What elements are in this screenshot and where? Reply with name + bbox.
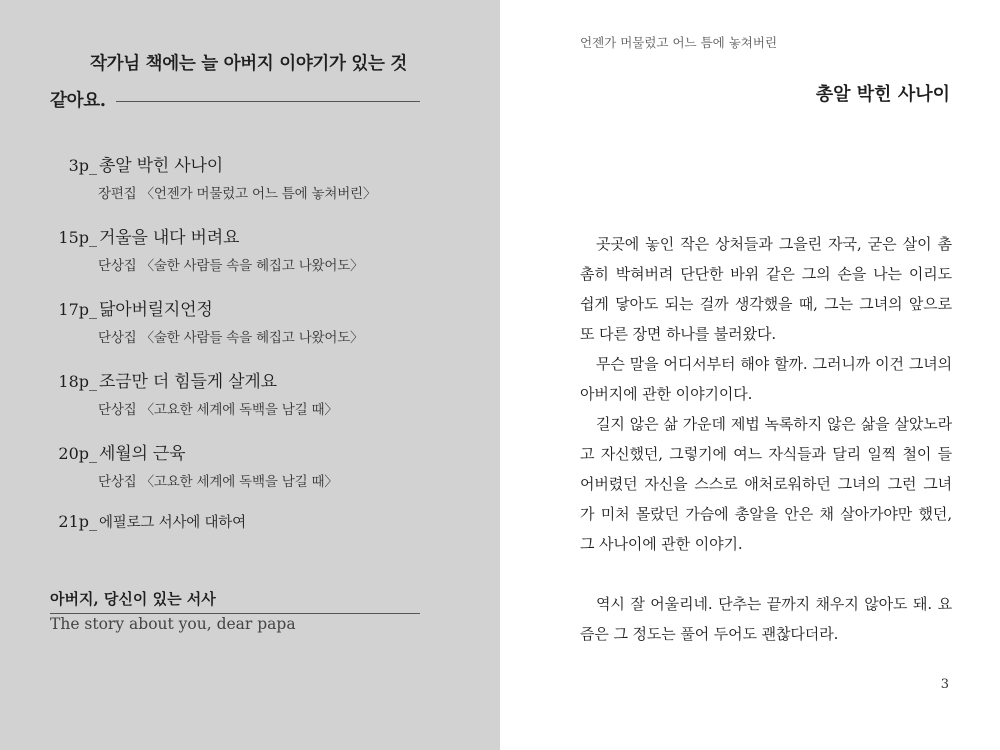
intro-rule xyxy=(116,101,420,102)
right-page xyxy=(500,0,1000,750)
toc-entry-head xyxy=(50,295,450,320)
toc-entry-head xyxy=(50,367,450,392)
toc-entry[interactable] xyxy=(50,511,450,532)
intro-line-2-wrapper xyxy=(50,83,420,120)
page-number: 3 xyxy=(940,677,949,692)
book-title: 아버지, 당신이 있는 서사 xyxy=(50,588,420,614)
toc-entry-head xyxy=(50,511,450,532)
chapter-title: 총알 박힌 사나이 xyxy=(815,84,950,105)
intro-line-1: 작가님 책에는 늘 아버지 이야기가 있는 것 xyxy=(90,54,408,74)
toc-title: 총알 박힌 사나이 xyxy=(99,156,223,176)
toc-entry[interactable] xyxy=(50,439,450,490)
toc-page-number: 21p_ xyxy=(58,512,97,531)
toc-page-number: 17p_ xyxy=(58,300,97,319)
toc-subtitle: 단상집 〈술한 사람들 속을 헤집고 나왔어도〉 xyxy=(98,258,364,274)
paragraph: 곳곳에 놓인 작은 상처들과 그을린 자국, 굳은 살이 촘촘히 박혀버려 단단한 바위 같은 그의 손을 나는 이리도 쉽게 닿아도 되는 걸까 생각했을 때, 그는 그녀의 앞으로 또 다른 장면 하나를 불러왔다. xyxy=(580,235,952,343)
book-subtitle-english: The story about you, dear papa xyxy=(50,615,296,633)
toc-entry[interactable] xyxy=(50,223,450,274)
intro-title xyxy=(50,46,420,120)
toc-page-number: 3p_ xyxy=(68,156,97,175)
toc-subtitle: 장편집 〈언젠가 머물렀고 어느 틈에 놓쳐버린〉 xyxy=(98,186,377,202)
toc-subtitle: 단상집 〈고요한 세계에 독백을 남길 때〉 xyxy=(98,474,338,490)
toc-page-number: 15p_ xyxy=(58,228,97,247)
toc-entry[interactable] xyxy=(50,295,450,346)
running-head: 언젠가 머물렀고 어느 틈에 놓쳐버린 xyxy=(580,35,778,50)
toc-entry-head xyxy=(50,151,450,176)
toc-page-number: 18p_ xyxy=(58,372,97,391)
toc-title: 에필로그 서사에 대하여 xyxy=(99,515,246,531)
toc-entry-head xyxy=(50,223,450,248)
paragraph: 무슨 말을 어디서부터 해야 할까. 그러니까 이건 그녀의 아버지에 관한 이야기이다. xyxy=(580,355,952,403)
toc-title: 거울을 내다 버려요 xyxy=(99,228,240,248)
toc-title: 닮아버릴지언정 xyxy=(99,300,213,320)
body-text xyxy=(580,229,952,649)
toc-title: 세월의 근육 xyxy=(99,444,186,464)
intro-line-2: 같아요. xyxy=(50,91,106,111)
toc-page-number: 20p_ xyxy=(58,444,97,463)
toc-subtitle: 단상집 〈고요한 세계에 독백을 남길 때〉 xyxy=(98,402,338,418)
toc-subtitle: 단상집 〈술한 사람들 속을 헤집고 나왔어도〉 xyxy=(98,330,364,346)
toc-entry-head xyxy=(50,439,450,464)
paragraph: 길지 않은 삶 가운데 제법 녹록하지 않은 삶을 살았노라고 자신했던, 그렇기에 여느 자식들과 달리 일찍 철이 들어버렸던 자신을 스스로 애처로워하던 그녀의 그런 그녀가 미처 몰랐던 가슴에 총알을 안은 채 살아가야만 했던, 그 사나이에 관한 이야기. xyxy=(580,415,952,553)
toc-entry[interactable] xyxy=(50,367,450,418)
toc-title: 조금만 더 힘들게 살게요 xyxy=(99,372,277,392)
paragraph: 역시 잘 어울리네. 단추는 끝까지 채우지 않아도 돼. 요즘은 그 정도는 풀어 두어도 괜찮다더라. xyxy=(580,595,952,643)
toc-entry[interactable] xyxy=(50,151,450,202)
